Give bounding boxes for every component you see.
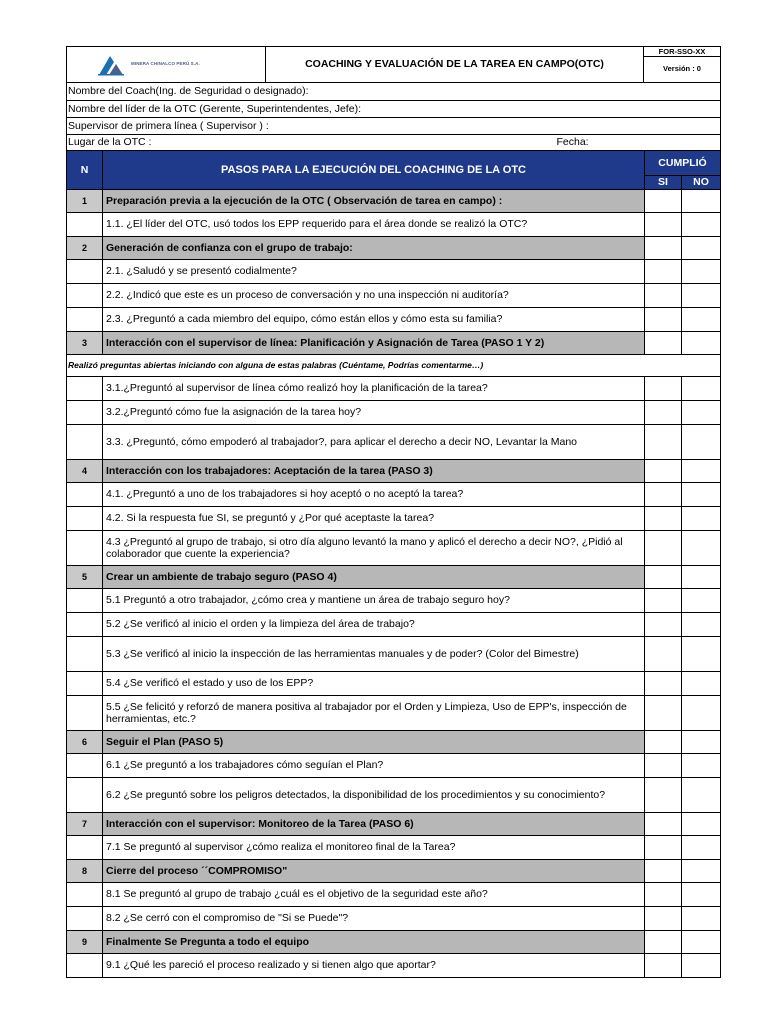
item-number-cell <box>67 260 103 284</box>
section-number: 1 <box>67 190 103 213</box>
checklist-item: 1.1. ¿El líder del OTC, usó todos los EPP requerido para el área donde se realizó la OTC? <box>103 213 645 237</box>
no-checkbox[interactable] <box>682 813 721 836</box>
section-number: 6 <box>67 731 103 754</box>
section-number: 8 <box>67 860 103 883</box>
si-checkbox[interactable] <box>645 637 682 672</box>
item-number-cell <box>67 531 103 566</box>
section-row <box>67 332 721 355</box>
checklist-item-row <box>67 507 721 531</box>
no-checkbox[interactable] <box>682 883 721 907</box>
col-steps-header: PASOS PARA LA EJECUCIÓN DEL COACHING DE LA OTC <box>103 151 645 190</box>
col-no-header: NO <box>682 176 721 190</box>
section-title: Crear un ambiente de trabajo seguro (PASO 4) <box>103 566 645 589</box>
no-checkbox[interactable] <box>682 731 721 754</box>
checklist-item-row <box>67 907 721 931</box>
date-field[interactable]: Fecha: <box>527 135 721 151</box>
form-header <box>66 46 721 83</box>
no-checkbox[interactable] <box>682 954 721 978</box>
checklist-item-row <box>67 883 721 907</box>
checklist-item: 2.1. ¿Saludó y se presentó codialmente? <box>103 260 645 284</box>
no-checkbox[interactable] <box>682 284 721 308</box>
checklist-item-row <box>67 672 721 696</box>
checklist-item-row <box>67 637 721 672</box>
no-checkbox[interactable] <box>682 566 721 589</box>
item-number-cell <box>67 213 103 237</box>
section-title: Finalmente Se Pregunta a todo el equipo <box>103 931 645 954</box>
item-number-cell <box>67 483 103 507</box>
no-checkbox[interactable] <box>682 696 721 731</box>
checklist-item-row <box>67 308 721 332</box>
item-number-cell <box>67 836 103 860</box>
section-row <box>67 731 721 754</box>
checklist-item: 2.2. ¿Indicó que este es un proceso de conversación y no una inspección ni auditoría? <box>103 284 645 308</box>
logo-cell <box>67 47 266 83</box>
checklist-item-row <box>67 754 721 778</box>
si-checkbox[interactable] <box>645 213 682 237</box>
item-number-cell <box>67 284 103 308</box>
item-number-cell <box>67 883 103 907</box>
si-checkbox[interactable] <box>645 332 682 355</box>
si-checkbox[interactable] <box>645 237 682 260</box>
section-number: 4 <box>67 460 103 483</box>
item-number-cell <box>67 425 103 460</box>
no-checkbox[interactable] <box>682 778 721 813</box>
section-number: 2 <box>67 237 103 260</box>
no-checkbox[interactable] <box>682 931 721 954</box>
si-checkbox[interactable] <box>645 672 682 696</box>
section-row <box>67 813 721 836</box>
si-checkbox[interactable] <box>645 308 682 332</box>
si-checkbox[interactable] <box>645 483 682 507</box>
no-checkbox[interactable] <box>682 637 721 672</box>
si-checkbox[interactable] <box>645 907 682 931</box>
instruction-note: Realizó preguntas abiertas iniciando con alguna de estas palabras (Cuéntame, Podrías comentarme…) <box>67 355 721 377</box>
supervisor-field[interactable]: Supervisor de primera línea ( Supervisor ) : <box>67 118 721 135</box>
col-n-header: N <box>67 151 103 190</box>
no-checkbox[interactable] <box>682 237 721 260</box>
logo-subtext <box>97 81 115 83</box>
no-checkbox[interactable] <box>682 754 721 778</box>
otc-form <box>66 46 720 978</box>
checklist-item: 5.5 ¿Se felicitó y reforzó de manera positiva al trabajador por el Orden y Limpieza, Uso de EPP's, inspección de herramientas, etc.? <box>103 696 645 731</box>
section-row <box>67 566 721 589</box>
si-checkbox[interactable] <box>645 836 682 860</box>
section-title: Generación de confianza con el grupo de trabajo: <box>103 237 645 260</box>
si-checkbox[interactable] <box>645 883 682 907</box>
checklist-item: 5.1 Preguntó a otro trabajador, ¿cómo crea y mantiene un área de trabajo seguro hoy? <box>103 589 645 613</box>
no-checkbox[interactable] <box>682 907 721 931</box>
checklist-item: 2.3. ¿Preguntó a cada miembro del equipo, cómo están ellos y cómo esta su familia? <box>103 308 645 332</box>
si-checkbox[interactable] <box>645 507 682 531</box>
no-checkbox[interactable] <box>682 672 721 696</box>
checklist-item-row <box>67 778 721 813</box>
si-checkbox[interactable] <box>645 401 682 425</box>
checklist-item-row <box>67 954 721 978</box>
chinalco-logo-icon <box>97 54 125 76</box>
si-checkbox[interactable] <box>645 813 682 836</box>
item-number-cell <box>67 672 103 696</box>
no-checkbox[interactable] <box>682 401 721 425</box>
leader-field[interactable]: Nombre del líder de la OTC (Gerente, Superintendentes, Jefe): <box>67 101 721 118</box>
form-version: Versión : 0 <box>644 57 721 83</box>
si-checkbox[interactable] <box>645 425 682 460</box>
col-si-header: SI <box>645 176 682 190</box>
section-title: Seguir el Plan (PASO 5) <box>103 731 645 754</box>
no-checkbox[interactable] <box>682 425 721 460</box>
company-name: MINERA CHINALCO PERÚ S.A. <box>131 61 200 67</box>
no-checkbox[interactable] <box>682 483 721 507</box>
coach-field[interactable]: Nombre del Coach(Ing. de Seguridad o designado): <box>67 83 721 101</box>
section-row <box>67 237 721 260</box>
checklist-item-row <box>67 589 721 613</box>
checklist-item-row <box>67 401 721 425</box>
section-row <box>67 190 721 213</box>
no-checkbox[interactable] <box>682 377 721 401</box>
checklist-item-row <box>67 284 721 308</box>
item-number-cell <box>67 589 103 613</box>
si-checkbox[interactable] <box>645 284 682 308</box>
item-number-cell <box>67 907 103 931</box>
checklist-item-row <box>67 531 721 566</box>
checklist-item-row <box>67 613 721 637</box>
no-checkbox[interactable] <box>682 860 721 883</box>
no-checkbox[interactable] <box>682 836 721 860</box>
si-checkbox[interactable] <box>645 589 682 613</box>
checklist-item-row <box>67 696 721 731</box>
si-checkbox[interactable] <box>645 931 682 954</box>
si-checkbox[interactable] <box>645 531 682 566</box>
item-number-cell <box>67 507 103 531</box>
checklist-item: 8.2 ¿Se cerró con el compromiso de "Si se Puede"? <box>103 907 645 931</box>
checklist-item: 3.1.¿Preguntó al supervisor de línea cómo realizó hoy la planificación de la tarea? <box>103 377 645 401</box>
si-checkbox[interactable] <box>645 377 682 401</box>
checklist-item: 3.3. ¿Preguntó, cómo empoderó al trabajador?, para aplicar el derecho a decir NO, Levantar la Mano <box>103 425 645 460</box>
si-checkbox[interactable] <box>645 190 682 213</box>
section-number: 9 <box>67 931 103 954</box>
checklist-item: 5.2 ¿Se verificó al inicio el orden y la limpieza del área de trabajo? <box>103 613 645 637</box>
si-checkbox[interactable] <box>645 613 682 637</box>
checklist-item: 5.3 ¿Se verificó al inicio la inspección de las herramientas manuales y de poder? (Color del Bimestre) <box>103 637 645 672</box>
checklist-table <box>66 150 721 978</box>
checklist-item-row <box>67 425 721 460</box>
item-number-cell <box>67 637 103 672</box>
checklist-item: 9.1 ¿Qué les pareció el proceso realizado y si tienen algo que aportar? <box>103 954 645 978</box>
section-title: Interacción con el supervisor de línea: Planificación y Asignación de Tarea (PASO 1 Y 2) <box>103 332 645 355</box>
no-checkbox[interactable] <box>682 589 721 613</box>
si-checkbox[interactable] <box>645 860 682 883</box>
item-number-cell <box>67 377 103 401</box>
item-number-cell <box>67 696 103 731</box>
checklist-item: 3.2.¿Preguntó cómo fue la asignación de la tarea hoy? <box>103 401 645 425</box>
checklist-item: 4.3 ¿Preguntó al grupo de trabajo, si otro día alguno levantó la mano y aplicó el derecho a decir NO?, ¿Pidió al colaborador que cuente la experiencia? <box>103 531 645 566</box>
si-checkbox[interactable] <box>645 460 682 483</box>
checklist-item: 4.2. Si la respuesta fue SI, se preguntó y ¿Por qué aceptaste la tarea? <box>103 507 645 531</box>
si-checkbox[interactable] <box>645 954 682 978</box>
checklist-item-row <box>67 377 721 401</box>
si-checkbox[interactable] <box>645 566 682 589</box>
checklist-item-row <box>67 213 721 237</box>
checklist-item: 4.1. ¿Preguntó a uno de los trabajadores si hoy aceptó o no aceptó la tarea? <box>103 483 645 507</box>
si-checkbox[interactable] <box>645 754 682 778</box>
no-checkbox[interactable] <box>682 613 721 637</box>
no-checkbox[interactable] <box>682 213 721 237</box>
section-row <box>67 860 721 883</box>
item-number-cell <box>67 308 103 332</box>
item-number-cell <box>67 778 103 813</box>
checklist-item-row <box>67 483 721 507</box>
checklist-item: 7.1 Se preguntó al supervisor ¿cómo realiza el monitoreo final de la Tarea? <box>103 836 645 860</box>
item-number-cell <box>67 401 103 425</box>
no-checkbox[interactable] <box>682 260 721 284</box>
form-title: COACHING Y EVALUACIÓN DE LA TAREA EN CAMPO(OTC) <box>266 47 644 83</box>
section-number: 7 <box>67 813 103 836</box>
section-title: Preparación previa a la ejecución de la OTC ( Observación de tarea en campo) : <box>103 190 645 213</box>
section-title: Cierre del proceso ´´COMPROMISO" <box>103 860 645 883</box>
section-number: 5 <box>67 566 103 589</box>
no-checkbox[interactable] <box>682 507 721 531</box>
info-block <box>66 82 721 151</box>
no-checkbox[interactable] <box>682 531 721 566</box>
item-number-cell <box>67 954 103 978</box>
section-title: Interacción con el supervisor: Monitoreo de la Tarea (PASO 6) <box>103 813 645 836</box>
no-checkbox[interactable] <box>682 190 721 213</box>
section-number: 3 <box>67 332 103 355</box>
no-checkbox[interactable] <box>682 308 721 332</box>
checklist-item: 5.4 ¿Se verificó el estado y uso de los EPP? <box>103 672 645 696</box>
form-code: FOR-SSO-XX <box>644 47 721 57</box>
section-row <box>67 931 721 954</box>
section-title: Interacción con los trabajadores: Aceptación de la tarea (PASO 3) <box>103 460 645 483</box>
col-cumplio-header: CUMPLIÓ <box>645 151 721 176</box>
si-checkbox[interactable] <box>645 696 682 731</box>
no-checkbox[interactable] <box>682 460 721 483</box>
checklist-item: 6.1 ¿Se preguntó a los trabajadores cómo seguían el Plan? <box>103 754 645 778</box>
item-number-cell <box>67 754 103 778</box>
item-number-cell <box>67 613 103 637</box>
no-checkbox[interactable] <box>682 332 721 355</box>
section-row <box>67 460 721 483</box>
si-checkbox[interactable] <box>645 260 682 284</box>
checklist-item-row <box>67 836 721 860</box>
si-checkbox[interactable] <box>645 731 682 754</box>
place-field[interactable]: Lugar de la OTC : <box>67 135 527 151</box>
checklist-item-row <box>67 260 721 284</box>
checklist-item: 6.2 ¿Se preguntó sobre los peligros detectados, la disponibilidad de los procedimientos y su conocimiento? <box>103 778 645 813</box>
checklist-item: 8.1 Se preguntó al grupo de trabajo ¿cuál es el objetivo de la seguridad este año? <box>103 883 645 907</box>
si-checkbox[interactable] <box>645 778 682 813</box>
